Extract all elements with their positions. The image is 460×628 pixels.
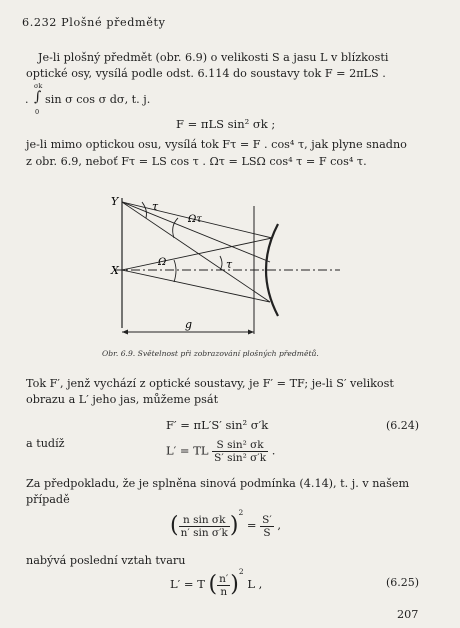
equation-flux: F = πLS sin² σk ; [176,117,276,131]
paragraph-3-line-2: obrazu a L′ jeho jas, můžeme psát [26,393,219,406]
paragraph-1-line-3: sin σ cos σ dσ, t. j. [45,93,151,106]
fraction-denominator: S′ sin² σ′k [214,452,267,464]
paragraph-1-line-1: Je-li plošný předmět (obr. 6.9) o velikosti S a jasu L v blízkosti [38,51,389,64]
text-a-tudiz: a tudíž [26,437,65,450]
integral-sign-icon: ∫ [34,89,42,105]
paragraph-2-line-1: je-li mimo optickou osu, vysílá tok Fτ = F . cos⁴ τ, jak plyne snadno [26,138,407,151]
equation-luminance [166,439,275,464]
left-paren: ( [170,513,179,538]
equation-luminance-fraction [212,439,268,464]
sine-numerator: n sin σk [179,514,230,527]
equation-sine-condition: ( $\frac{\text{n sin σk}}{\text{n′ sin σ′k}}$ )$^2$ = $\frac{S'}{S}$ , [170,508,282,539]
dimension-arrow-left [122,330,128,335]
left-paren-625: ( [208,572,218,597]
right-paren: ) [229,513,239,538]
label-x: X [111,264,119,277]
fraction-625-numerator: n′ [219,572,229,585]
equation-6-25-fraction [217,573,230,598]
paragraph-1-line-2: optické osy, vysílá podle odst. 6.114 do soustavy tok F = 2πLS . [26,67,386,80]
right-paren-625: ) [230,572,239,597]
integral-lower-limit: 0 [35,108,40,116]
label-y: Y [111,195,119,208]
page-number: 207 [397,608,419,621]
sine-exponent: 2 [238,508,244,517]
dimension-arrow-right [248,330,254,335]
ray-x-lower [122,270,270,302]
angle-arc-omega-tau [173,218,178,238]
equation-luminance-lhs: L′ = TL [166,443,209,458]
sine-rhs-denominator: S [263,526,271,539]
label-omega: Ω [158,257,167,268]
paragraph-3-line-1: Tok F′, jenž vychází z optické soustavy, je F′ = TF; je-li S′ velikost [26,377,394,390]
paragraph-4-line-1: Za předpokladu, že je splněna sinová podmínka (4.14), t. j. v našem [26,477,410,490]
integral-dot: . [25,93,29,106]
figure-caption: Obr. 6.9. Světelnost při zobrazování plošných předmětů. [102,349,319,358]
equation-number-6-24: (6.24) [386,419,420,432]
paragraph-5: nabývá poslední vztah tvaru [26,554,186,567]
section-heading: 6.232 Plošné předměty [22,16,166,29]
label-g: g [185,318,193,331]
fraction-numerator: S sin² σk [212,439,268,452]
equation-6-25-end: L , [247,577,263,591]
label-tau-mid: τ [226,258,233,271]
equation-6-25-lhs: L′ = T [170,577,205,591]
paragraph-4-line-2: případě [26,493,70,506]
figure-6-9 [108,188,348,338]
sine-denominator: n′ sin σ′k [180,526,228,539]
exponent-625: 2 [238,567,244,576]
label-tau-top: τ [152,200,159,213]
sine-fraction [179,514,230,539]
fraction-625-denominator: n [220,585,228,598]
angle-arc-omega [174,260,176,282]
sine-rhs-numerator: S′ [262,513,272,526]
label-omega-tau: Ωτ [188,214,202,225]
equation-6-25 [170,567,262,598]
equation-luminance-end: . [271,443,276,458]
equation-number-6-25: (6.25) [386,576,420,589]
paragraph-2-line-2: z obr. 6.9, neboť Fτ = LS cos τ . Ωτ = LSΩ cos⁴ τ = F cos⁴ τ. [26,155,367,168]
integral-upper-limit: σk [34,82,43,90]
sine-end: , [277,518,282,532]
equation-6-24: F′ = πL′S′ sin² σ′k [166,418,269,432]
sine-rhs-fraction [260,514,274,539]
